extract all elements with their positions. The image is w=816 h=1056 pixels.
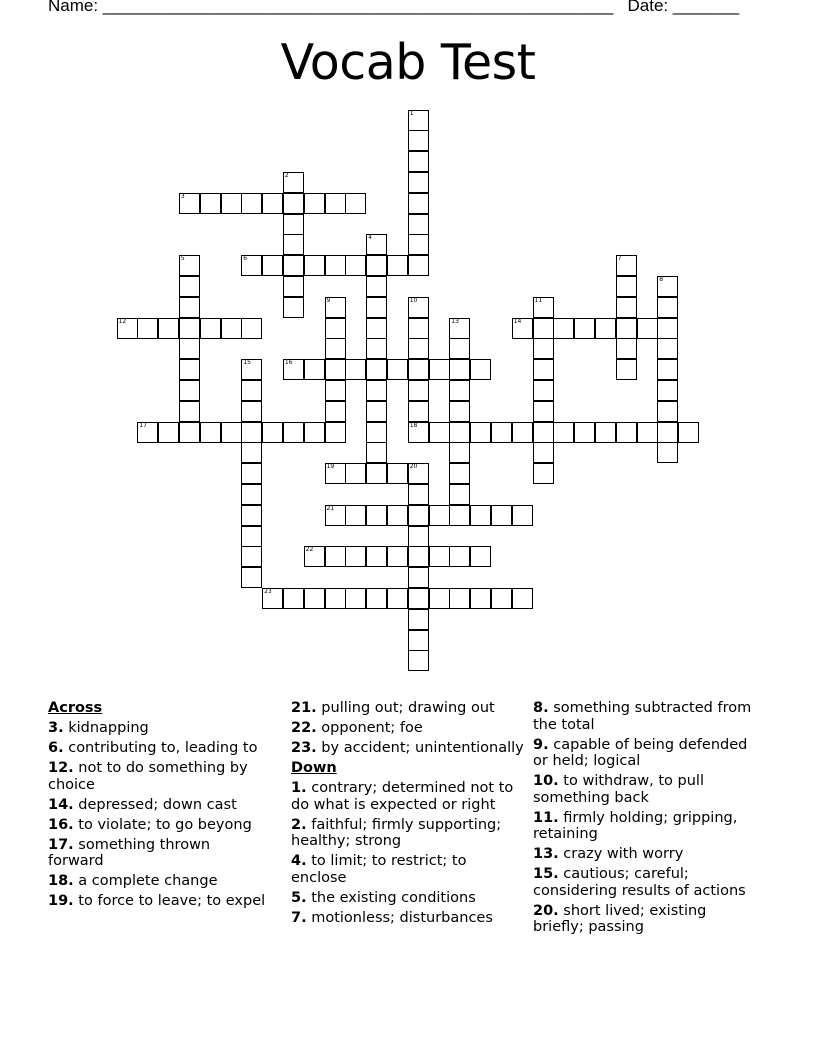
clue-number: 17. xyxy=(48,836,74,853)
crossword-cell[interactable] xyxy=(262,193,283,214)
clue-text: to limit; to restrict; to enclose xyxy=(291,853,467,886)
crossword-cell[interactable] xyxy=(408,338,429,359)
clue-across-19 xyxy=(48,893,270,910)
crossword-cell[interactable] xyxy=(179,297,200,318)
crossword-cell[interactable] xyxy=(449,401,470,422)
clue-number-label: 9 xyxy=(326,296,331,304)
crossword-cell-2[interactable] xyxy=(283,172,304,193)
crossword-cell[interactable] xyxy=(179,276,200,297)
crossword-cell[interactable] xyxy=(241,567,262,588)
clue-number: 18. xyxy=(48,873,74,889)
crossword-cell[interactable] xyxy=(429,422,450,443)
crossword-cell[interactable] xyxy=(241,526,262,547)
clue-down-2 xyxy=(291,817,526,850)
clue-text: capable of being defended or held; logical xyxy=(533,736,748,769)
crossword-cell-23[interactable] xyxy=(262,588,283,609)
crossword-cell-13[interactable] xyxy=(449,318,470,339)
clue-number: 22. xyxy=(291,720,317,736)
crossword-cell[interactable] xyxy=(221,318,242,339)
crossword-cell[interactable] xyxy=(283,276,304,297)
page-title: Vocab Test xyxy=(280,34,536,91)
crossword-cell[interactable] xyxy=(408,151,429,172)
clue-across-23 xyxy=(291,740,526,757)
crossword-cell-21[interactable] xyxy=(325,505,346,526)
crossword-cell[interactable] xyxy=(470,359,491,380)
clue-down-20 xyxy=(533,903,761,936)
clue-text: depressed; down cast xyxy=(78,796,237,813)
clue-number: 15. xyxy=(533,866,559,882)
crossword-cell-8[interactable] xyxy=(657,276,678,297)
clue-across-3 xyxy=(48,720,270,737)
crossword-cell[interactable] xyxy=(179,380,200,401)
crossword-cell[interactable] xyxy=(491,505,512,526)
crossword-cell[interactable] xyxy=(345,359,366,380)
crossword-cell[interactable] xyxy=(325,255,346,276)
crossword-cell[interactable] xyxy=(533,442,554,463)
crossword-cell-16[interactable] xyxy=(283,359,304,380)
crossword-cell[interactable] xyxy=(200,422,221,443)
crossword-cell[interactable] xyxy=(262,422,283,443)
crossword-cell[interactable] xyxy=(325,401,346,422)
crossword-cell[interactable] xyxy=(449,588,470,609)
crossword-cell[interactable] xyxy=(533,422,554,443)
crossword-cell[interactable] xyxy=(470,422,491,443)
clue-across-6 xyxy=(48,740,270,757)
crossword-cell[interactable] xyxy=(241,318,262,339)
clue-down-4 xyxy=(291,853,526,886)
clue-number: 14. xyxy=(48,796,74,813)
crossword-cell[interactable] xyxy=(179,338,200,359)
clue-number-label: 4 xyxy=(368,234,372,242)
crossword-cell[interactable] xyxy=(366,255,387,276)
crossword-cell[interactable] xyxy=(408,255,429,276)
crossword-cell-6[interactable] xyxy=(241,255,262,276)
crossword-cell[interactable] xyxy=(241,193,262,214)
crossword-cell[interactable] xyxy=(366,380,387,401)
clue-down-7 xyxy=(291,910,526,927)
crossword-cell[interactable] xyxy=(387,588,408,609)
crossword-cell[interactable] xyxy=(657,401,678,422)
crossword-cell[interactable] xyxy=(512,505,533,526)
clue-text: short lived; existing briefly; passing xyxy=(533,902,707,935)
across-heading: Across xyxy=(48,700,103,716)
crossword-cell[interactable] xyxy=(408,214,429,235)
clue-number: 5. xyxy=(291,889,307,906)
clue-number: 19. xyxy=(48,893,74,909)
crossword-cell[interactable] xyxy=(366,318,387,339)
crossword-cell[interactable] xyxy=(429,505,450,526)
clue-number: 11. xyxy=(533,809,559,826)
crossword-cell[interactable] xyxy=(408,588,429,609)
crossword-cell[interactable] xyxy=(387,546,408,567)
crossword-cell[interactable] xyxy=(616,318,637,339)
crossword-cell[interactable] xyxy=(179,422,200,443)
clue-text: cautious; careful; considering results of actions xyxy=(533,866,746,899)
clue-number: 4. xyxy=(291,853,307,869)
clue-text: opponent; foe xyxy=(321,720,423,736)
crossword-cell[interactable] xyxy=(595,422,616,443)
crossword-cell[interactable] xyxy=(325,318,346,339)
clue-text: contributing to, leading to xyxy=(68,740,258,756)
crossword-cell-14[interactable] xyxy=(512,318,533,339)
crossword-cell[interactable] xyxy=(221,422,242,443)
crossword-cell-4[interactable] xyxy=(366,234,387,255)
crossword-cell[interactable] xyxy=(408,380,429,401)
crossword-cell[interactable] xyxy=(283,255,304,276)
clue-column-2 xyxy=(291,700,526,930)
clue-number-label: 19 xyxy=(326,463,335,471)
crossword-cell[interactable] xyxy=(429,359,450,380)
crossword-cell[interactable] xyxy=(408,567,429,588)
crossword-cell[interactable] xyxy=(429,546,450,567)
clue-text: the existing conditions xyxy=(311,889,476,906)
crossword-cell[interactable] xyxy=(366,359,387,380)
crossword-cell[interactable] xyxy=(553,318,574,339)
crossword-cell[interactable] xyxy=(366,442,387,463)
clue-number: 21. xyxy=(291,700,317,716)
clue-number-label: 5 xyxy=(180,255,185,263)
crossword-cell-9[interactable] xyxy=(325,297,346,318)
crossword-cell-1[interactable] xyxy=(408,110,429,131)
clue-number: 8. xyxy=(533,700,549,716)
crossword-cell[interactable] xyxy=(325,588,346,609)
clue-number-label: 10 xyxy=(409,296,418,304)
crossword-cell[interactable] xyxy=(345,546,366,567)
crossword-cell[interactable] xyxy=(533,318,554,339)
crossword-cell[interactable] xyxy=(345,255,366,276)
clue-number: 16. xyxy=(48,816,74,833)
crossword-cell[interactable] xyxy=(574,318,595,339)
clue-across-18 xyxy=(48,873,270,890)
crossword-cell[interactable] xyxy=(512,588,533,609)
crossword-cell[interactable] xyxy=(657,380,678,401)
crossword-cell[interactable] xyxy=(449,505,470,526)
crossword-cell[interactable] xyxy=(179,318,200,339)
clue-number: 3. xyxy=(48,720,64,736)
clue-number-label: 21 xyxy=(326,504,335,512)
crossword-cell[interactable] xyxy=(616,359,637,380)
clue-number-label: 16 xyxy=(284,359,293,367)
clue-text: faithful; firmly supporting; healthy; strong xyxy=(291,816,502,849)
crossword-cell[interactable] xyxy=(241,463,262,484)
clue-down-5 xyxy=(291,890,526,907)
crossword-cell[interactable] xyxy=(616,297,637,318)
crossword-cell-5[interactable] xyxy=(179,255,200,276)
crossword-cell[interactable] xyxy=(657,318,678,339)
crossword-cell[interactable] xyxy=(678,422,699,443)
clue-across-12 xyxy=(48,760,270,793)
crossword-cell[interactable] xyxy=(387,255,408,276)
crossword-cell[interactable] xyxy=(283,422,304,443)
crossword-cell[interactable] xyxy=(470,588,491,609)
crossword-cell[interactable] xyxy=(491,422,512,443)
crossword-cell[interactable] xyxy=(387,505,408,526)
clue-text: firmly holding; gripping, retaining xyxy=(533,809,738,842)
crossword-cell[interactable] xyxy=(616,338,637,359)
clue-number: 7. xyxy=(291,909,307,926)
crossword-cell[interactable] xyxy=(616,422,637,443)
crossword-cell[interactable] xyxy=(366,276,387,297)
clue-number-label: 14 xyxy=(513,317,522,325)
clue-down-1 xyxy=(291,780,526,813)
clue-column-1 xyxy=(48,700,270,913)
crossword-cell[interactable] xyxy=(179,401,200,422)
clue-number-label: 3 xyxy=(180,192,185,200)
clue-down-8 xyxy=(533,700,761,733)
crossword-cell[interactable] xyxy=(366,297,387,318)
clue-column-3 xyxy=(533,700,761,939)
clue-number: 10. xyxy=(533,773,559,789)
clue-text: motionless; disturbances xyxy=(311,909,493,926)
clue-number: 23. xyxy=(291,740,317,756)
clue-number-label: 15 xyxy=(243,359,251,367)
clue-number: 2. xyxy=(291,816,307,833)
crossword-cell[interactable] xyxy=(241,546,262,567)
clue-number-label: 20 xyxy=(409,463,418,471)
crossword-cell[interactable] xyxy=(241,380,262,401)
crossword-cell[interactable] xyxy=(345,505,366,526)
crossword-cell-7[interactable] xyxy=(616,255,637,276)
clue-text: something thrown forward xyxy=(48,836,211,869)
crossword-cell[interactable] xyxy=(283,234,304,255)
crossword-cell[interactable] xyxy=(325,338,346,359)
crossword-cell[interactable] xyxy=(449,484,470,505)
crossword-cell[interactable] xyxy=(449,359,470,380)
clue-text: kidnapping xyxy=(68,720,149,736)
crossword-cell[interactable] xyxy=(449,442,470,463)
crossword-cell[interactable] xyxy=(491,588,512,609)
crossword-cell[interactable] xyxy=(553,422,574,443)
crossword-cell[interactable] xyxy=(325,422,346,443)
crossword-cell[interactable] xyxy=(449,422,470,443)
clue-text: pulling out; drawing out xyxy=(321,700,495,716)
crossword-cell-10[interactable] xyxy=(408,297,429,318)
crossword-cell[interactable] xyxy=(387,359,408,380)
crossword-cell[interactable] xyxy=(429,588,450,609)
crossword-cell[interactable] xyxy=(325,380,346,401)
clue-number-label: 18 xyxy=(409,421,418,429)
clue-number-label: 11 xyxy=(534,296,543,304)
crossword-cell[interactable] xyxy=(408,193,429,214)
crossword-cell[interactable] xyxy=(366,401,387,422)
crossword-cell-15[interactable] xyxy=(241,359,262,380)
clue-number-label: 12 xyxy=(118,317,127,325)
crossword-cell[interactable] xyxy=(304,255,325,276)
crossword-cell[interactable] xyxy=(657,297,678,318)
clue-text: not to do something by choice xyxy=(48,760,248,793)
name-field-label[interactable]: Name: ______________________________________________________ xyxy=(48,0,614,15)
crossword-cell[interactable] xyxy=(657,422,678,443)
crossword-cell[interactable] xyxy=(408,526,429,547)
clue-number: 13. xyxy=(533,846,559,862)
crossword-cell[interactable] xyxy=(449,338,470,359)
clue-number: 6. xyxy=(48,740,64,756)
clue-text: to violate; to go beyong xyxy=(78,816,252,833)
crossword-cell[interactable] xyxy=(241,422,262,443)
crossword-cell[interactable] xyxy=(408,172,429,193)
crossword-cell[interactable] xyxy=(637,318,658,339)
crossword-cell[interactable] xyxy=(325,546,346,567)
crossword-cell-22[interactable] xyxy=(304,546,325,567)
crossword-cell[interactable] xyxy=(595,318,616,339)
clue-number-label: 13 xyxy=(451,317,459,325)
crossword-cell[interactable] xyxy=(304,359,325,380)
clue-text: contrary; determined not to do what is expected or right xyxy=(291,780,514,813)
crossword-cell[interactable] xyxy=(304,588,325,609)
crossword-cell[interactable] xyxy=(366,463,387,484)
crossword-cell[interactable] xyxy=(221,193,242,214)
clue-down-15 xyxy=(533,866,761,899)
crossword-cell-3[interactable] xyxy=(179,193,200,214)
clue-across-17 xyxy=(48,837,270,870)
clue-down-11 xyxy=(533,810,761,843)
crossword-cell[interactable] xyxy=(408,359,429,380)
clue-number: 20. xyxy=(533,902,559,919)
clue-text: something subtracted from the total xyxy=(533,700,752,733)
crossword-cell[interactable] xyxy=(470,505,491,526)
crossword-cell[interactable] xyxy=(283,214,304,235)
clue-number-label: 8 xyxy=(659,275,664,283)
crossword-cell[interactable] xyxy=(408,130,429,151)
crossword-cell[interactable] xyxy=(158,422,179,443)
clue-down-13 xyxy=(533,846,761,863)
crossword-cell[interactable] xyxy=(200,193,221,214)
crossword-cell[interactable] xyxy=(657,338,678,359)
crossword-cell[interactable] xyxy=(533,359,554,380)
clue-across-22 xyxy=(291,720,526,737)
clue-number-label: 23 xyxy=(264,587,272,595)
crossword-cell[interactable] xyxy=(345,463,366,484)
crossword-cell-11[interactable] xyxy=(533,297,554,318)
crossword-cell[interactable] xyxy=(574,422,595,443)
crossword-cell[interactable] xyxy=(657,359,678,380)
crossword-cell[interactable] xyxy=(241,401,262,422)
crossword-cell[interactable] xyxy=(449,463,470,484)
crossword-cell[interactable] xyxy=(657,442,678,463)
crossword-cell[interactable] xyxy=(304,422,325,443)
crossword-cell[interactable] xyxy=(637,422,658,443)
crossword-cell[interactable] xyxy=(137,318,158,339)
clue-text: by accident; unintentionally xyxy=(321,740,524,756)
clue-number-label: 2 xyxy=(284,171,289,179)
clue-text: to force to leave; to expel xyxy=(78,893,266,909)
crossword-cell[interactable] xyxy=(179,359,200,380)
crossword-cell[interactable] xyxy=(262,255,283,276)
crossword-cell[interactable] xyxy=(283,588,304,609)
crossword-cell[interactable] xyxy=(366,422,387,443)
crossword-cell[interactable] xyxy=(366,338,387,359)
crossword-cell-18[interactable] xyxy=(408,422,429,443)
crossword-cell[interactable] xyxy=(387,463,408,484)
crossword-cell[interactable] xyxy=(366,505,387,526)
clue-number-label: 1 xyxy=(409,109,414,117)
clue-number-label: 22 xyxy=(305,546,314,554)
crossword-cell[interactable] xyxy=(408,609,429,630)
crossword-cell[interactable] xyxy=(345,588,366,609)
crossword-cell[interactable] xyxy=(345,193,366,214)
crossword-cell[interactable] xyxy=(408,630,429,651)
date-field-label[interactable]: Date: _______ xyxy=(627,0,740,15)
clue-down-9 xyxy=(533,737,761,770)
crossword-cell[interactable] xyxy=(241,442,262,463)
crossword-cell[interactable] xyxy=(408,401,429,422)
crossword-cell[interactable] xyxy=(408,546,429,567)
clue-number: 12. xyxy=(48,760,74,776)
crossword-cell[interactable] xyxy=(533,338,554,359)
crossword-cell[interactable] xyxy=(241,505,262,526)
crossword-cell-17[interactable] xyxy=(137,422,158,443)
crossword-cell[interactable] xyxy=(200,318,221,339)
clue-across-14 xyxy=(48,797,270,814)
clue-text: to withdraw, to pull something back xyxy=(533,773,704,806)
clue-across-21 xyxy=(291,700,526,717)
crossword-cell[interactable] xyxy=(304,193,325,214)
crossword-cell[interactable] xyxy=(366,588,387,609)
crossword-cell[interactable] xyxy=(533,463,554,484)
clue-text: crazy with worry xyxy=(563,846,684,862)
crossword-cell[interactable] xyxy=(408,484,429,505)
crossword-cell[interactable] xyxy=(533,380,554,401)
crossword-cell[interactable] xyxy=(325,359,346,380)
down-heading: Down xyxy=(291,760,337,776)
crossword-cell[interactable] xyxy=(408,318,429,339)
crossword-cell[interactable] xyxy=(283,297,304,318)
clue-number-label: 6 xyxy=(243,255,248,263)
clue-text: a complete change xyxy=(78,873,218,889)
crossword-cell[interactable] xyxy=(408,505,429,526)
crossword-cell[interactable] xyxy=(241,484,262,505)
clue-number: 9. xyxy=(533,736,549,753)
clue-across-16 xyxy=(48,817,270,834)
clue-number-label: 7 xyxy=(617,255,622,263)
clue-down-10 xyxy=(533,773,761,806)
crossword-cell[interactable] xyxy=(366,546,387,567)
crossword-cell-20[interactable] xyxy=(408,463,429,484)
crossword-cell[interactable] xyxy=(408,650,429,671)
crossword-cell[interactable] xyxy=(470,546,491,567)
crossword-cell[interactable] xyxy=(449,546,470,567)
clue-number: 1. xyxy=(291,780,307,796)
clue-number-label: 17 xyxy=(139,421,147,429)
crossword-cell-19[interactable] xyxy=(325,463,346,484)
crossword-cell[interactable] xyxy=(158,318,179,339)
crossword-cell-12[interactable] xyxy=(117,318,138,339)
crossword-cell[interactable] xyxy=(616,276,637,297)
crossword-cell[interactable] xyxy=(533,401,554,422)
crossword-cell[interactable] xyxy=(512,422,533,443)
crossword-cell[interactable] xyxy=(283,193,304,214)
crossword-cell[interactable] xyxy=(449,380,470,401)
crossword-cell[interactable] xyxy=(408,234,429,255)
crossword-cell[interactable] xyxy=(325,193,346,214)
